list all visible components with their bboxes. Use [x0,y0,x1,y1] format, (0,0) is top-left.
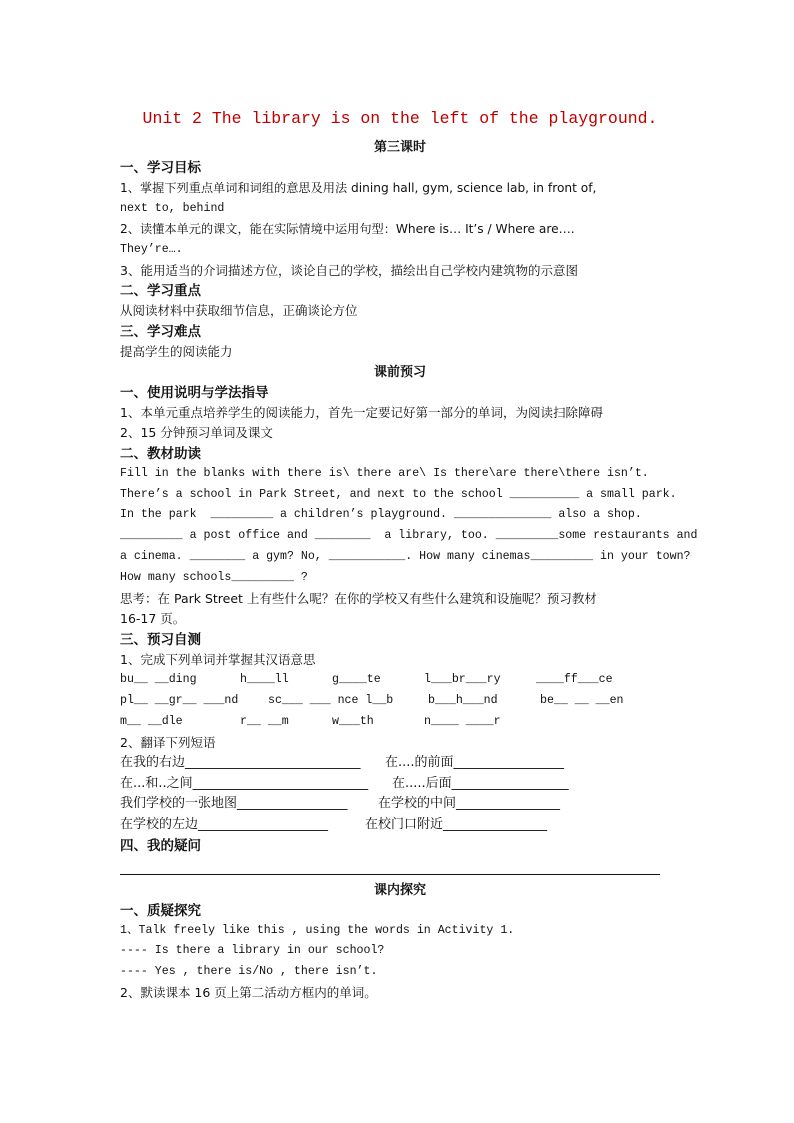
goal-line: next to, behind [120,201,225,215]
section-heading-difficulty: 三、学习难点 [120,323,201,340]
word-row [120,691,680,712]
fill-blank-line: There’s a school in Park Street, and next to the school __________ a small park. [120,487,677,501]
word-blank: pl__ __gr__ ___nd [120,694,239,708]
worksheet-content [120,108,698,1004]
phrase-blank: 在学校的中间________________ [378,796,561,812]
goal-line: 3、能用适当的介词描述方位，谈论自己的学校，描绘出自己学校内建筑物的示意图 [120,262,578,278]
task-line: 1、完成下列单词并掌握其汉语意思 [120,651,316,667]
explore-line: 2、默读课本 16 页上第二活动方框内的单词。 [120,985,377,1001]
phrase-blank: 在我的右边___________________________ [120,755,361,771]
section-heading-focus: 二、学习重点 [120,283,201,300]
self-test-heading: 三、预习自测 [120,631,201,648]
word-blank: n____ ____r [424,714,501,728]
fill-blank-line: How many schools_________ ? [120,570,308,584]
page-title: Unit 2 The library is on the left of the playground. [142,109,658,128]
word-blank: b___h___nd [428,694,498,708]
fill-blank-line: a cinema. ________ a gym? No, ___________. How many cinemas_________ in your town? [120,549,691,563]
word-blank: bu__ __ding [120,673,197,687]
instructions-heading: 一、使用说明与学法指导 [120,384,269,401]
goal-line: 2、读懂本单元的课文，能在实际情境中运用句型：Where is… It’s / Where are…. [120,222,575,237]
fill-blank-line: _________ a post office and ________ a library, too. _________some restaurants and [120,529,698,543]
phrase-blank: 在...和..之间___________________________ [120,775,369,791]
task-line: 2、翻译下列短语 [120,734,216,750]
word-blank: ____ff___ce [536,673,613,687]
explore-line: 1、Talk freely like this , using the words in Activity 1. [120,923,515,937]
lesson-label: 第三课时 [373,140,426,155]
word-row [120,712,680,733]
reading-aid-heading: 二、教材助读 [120,445,201,462]
explore-line: ---- Yes , there is/No , there isn’t. [120,965,378,979]
phrase-row [120,753,680,774]
word-blank: g____te [332,673,381,687]
focus-text: 从阅读材料中获取细节信息，正确谈论方位 [120,303,358,319]
questions-answer-line [120,856,660,875]
think-line: 思考：在 Park Street 上有些什么呢？在你的学校又有些什么建筑和设施呢？预习教材 [120,590,597,606]
phrase-blank: 在学校的左边____________________ [120,817,329,833]
section-heading-goals: 一、学习目标 [120,160,201,176]
phrase-blank: 在.....后面__________________ [392,775,569,791]
instruction-line: 1、本单元重点培养学生的阅读能力，首先一定要记好第一部分的单词，为阅读扫除障碍 [120,404,603,420]
phrase-row [120,815,680,836]
preview-label: 课前预习 [373,364,426,380]
difficulty-text: 提高学生的阅读能力 [120,343,233,359]
word-blank: h____ll [240,673,289,687]
word-blank: w___th [332,714,374,728]
word-blank: r__ __m [240,714,289,728]
fill-blank-line: Fill in the blanks with there is\ there are\ Is there\are there\there isn’t. [120,466,649,480]
questions-heading: 四、我的疑问 [120,837,201,854]
class-label: 课内探究 [373,882,426,898]
phrase-blank: 我们学校的一张地图_________________ [120,796,348,812]
word-blank: m__ __dle [120,714,183,728]
fill-blank-line: In the park _________ a children’s playground. ______________ also a shop. [120,508,642,522]
think-line: 16-17 页。 [120,611,186,627]
phrase-row [120,794,680,815]
word-blank: sc___ ___ nce l__b [268,694,394,708]
explore-line: ---- Is there a library in our school? [120,944,385,958]
goal-line: They’re…. [120,242,183,256]
goal-line: 1、掌握下列重点单词和词组的意思及用法 dining hall, gym, science lab, in front of, [120,181,597,195]
instruction-line: 2、15 分钟预习单词及课文 [120,425,273,441]
phrase-row [120,774,680,795]
word-blank: l___br___ry [424,673,501,687]
phrase-blank: 在....的前面_________________ [385,755,565,771]
explore-heading: 一、质疑探究 [120,902,201,919]
word-row [120,670,680,691]
phrase-blank: 在校门口附近________________ [365,817,548,833]
word-blank: be__ __ __en [540,694,624,708]
